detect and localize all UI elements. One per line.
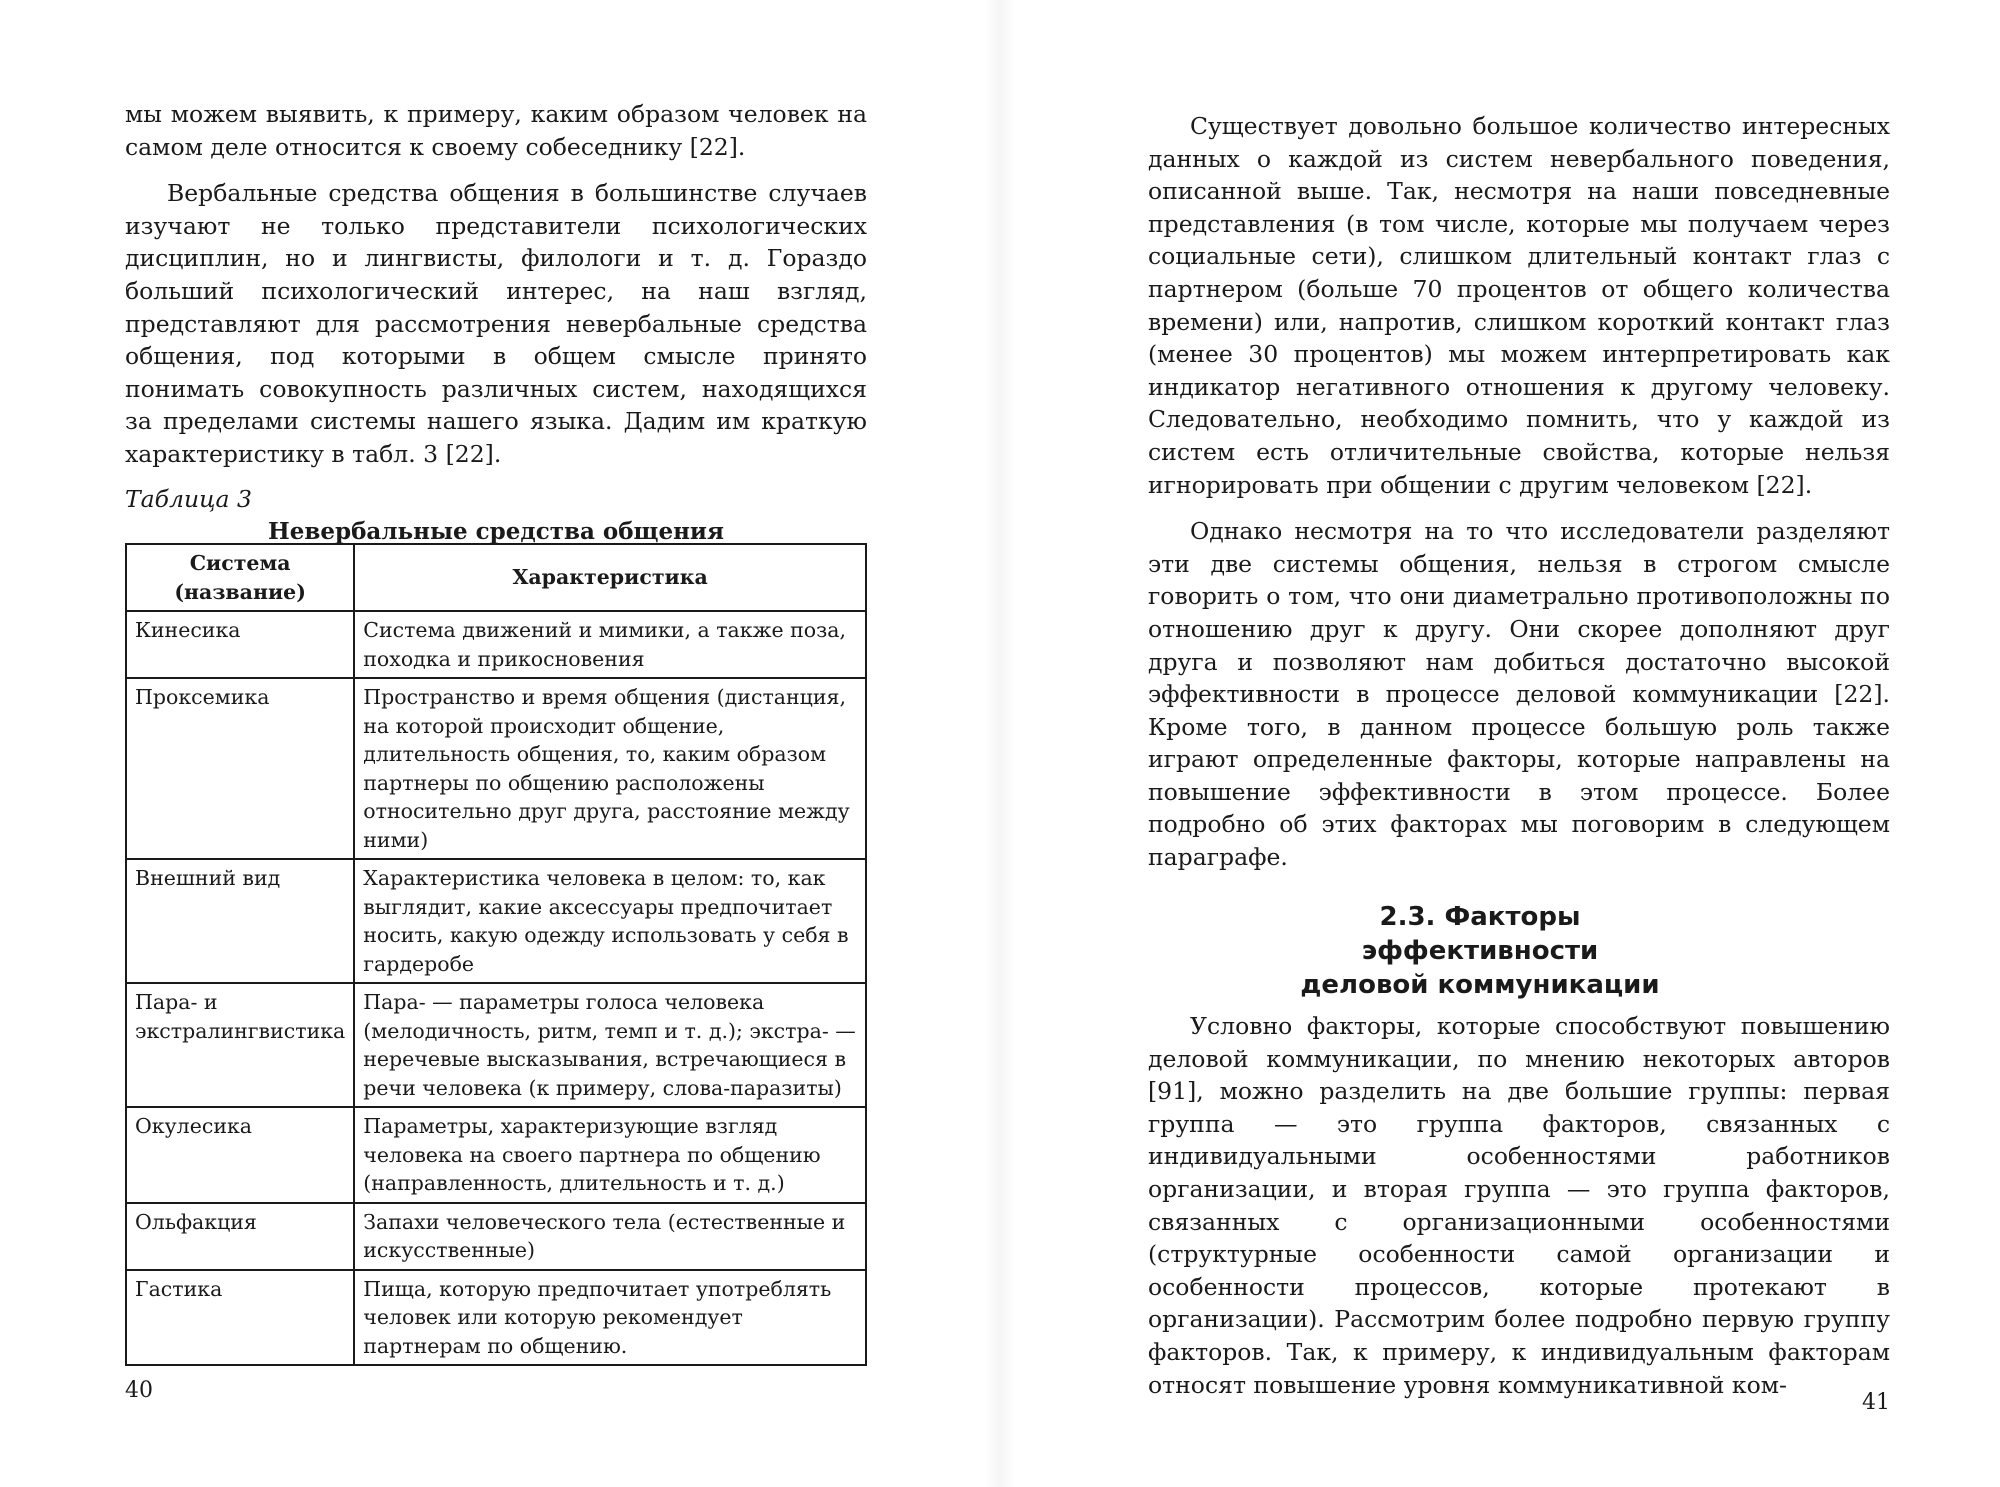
table-cell-system: Гастика	[126, 1270, 354, 1366]
table-row	[126, 1107, 866, 1203]
right-paragraph-2: Однако несмотря на то что исследователи разделяют эти две системы общения, нельзя в строгом смысле говорить о том, что они диаметрально противоположны по отношению друг к другу. Они скорее дополняют друг друга и позволяют нам добиться достаточно высокой эффективности в процессе деловой коммуникации [22]. Кроме того, в данном процессе большую роль также играют определенные факторы, которые направлены на повышение эффективности в этом процессе. Более подробно об этих факторах мы поговорим в следующем параграфе.	[1148, 517, 1890, 872]
table-cell-system: Окулесика	[126, 1107, 354, 1203]
table-row	[126, 678, 866, 859]
section-heading	[1270, 900, 1690, 1002]
table-cell-characteristic: Пространство и время общения (дистанция, на которой происходит общение, длительность общения, то, каким образом партнеры по общению расположены относительно друг друга, расстояние между ними)	[354, 678, 866, 859]
section-heading-line-1: 2.3. Факторы эффективности	[1361, 902, 1599, 966]
table-cell-system: Кинесика	[126, 611, 354, 678]
table-cell-characteristic: Пара- — параметры голоса человека (мелодичность, ритм, темп и т. д.); экстра- — неречевые высказывания, встречающиеся в речи человека (к примеру, слова-паразиты)	[354, 983, 866, 1107]
table-header-system: Система (название)	[126, 544, 354, 611]
table-row	[126, 1203, 866, 1270]
right-page-text-top	[1148, 110, 1890, 874]
table-header-row	[126, 544, 866, 611]
table-cell-characteristic: Система движений и мимики, а также поза, походка и прикосновения	[354, 611, 866, 678]
table-cell-characteristic: Запахи человеческого тела (естественные и искусственные)	[354, 1203, 866, 1270]
left-page-text	[125, 98, 867, 547]
right-paragraph-3: Условно факторы, которые способствуют повышению деловой коммуникации, по мнению некоторых авторов [91], можно разделить на две большие группы: первая группа — это группа факторов, связанных с индивидуальными особенностями работников организации, и вторая группа — это группа факторов, связанных с организационными особенностями (структурные особенности самой организации и особенности процессов, которые протекают в организации). Рассмотрим более подробно первую группу факторов. Так, к примеру, к индивидуальным факторам относят повышение уровня коммуникативной ком-	[1148, 1012, 1890, 1399]
table-cell-characteristic: Параметры, характеризующие взгляд человека на своего партнера по общению (направленность, длительность и т. д.)	[354, 1107, 866, 1203]
table-cell-characteristic: Пища, которую предпочитает употреблять человек или которую рекомендует партнерам по общению.	[354, 1270, 866, 1366]
table-row	[126, 611, 866, 678]
table-row	[126, 983, 866, 1107]
table-cell-characteristic: Характеристика человека в целом: то, как выглядит, какие аксессуары предпочитает носить, какую одежду использовать у себя в гардеробе	[354, 859, 866, 983]
left-page-number: 40	[125, 1378, 153, 1403]
table-row	[126, 1270, 866, 1366]
table-cell-system: Пара- и экстралингвистика	[126, 983, 354, 1107]
table-title: Невербальные средства общения	[268, 518, 724, 546]
right-page-number: 41	[1862, 1390, 1890, 1415]
table-header-characteristic: Характеристика	[354, 544, 866, 611]
section-heading-line-2: деловой коммуникации	[1300, 970, 1660, 1000]
left-paragraph-1: мы можем выявить, к примеру, каким образом человек на самом деле относится к своему собеседнику [22].	[125, 100, 867, 161]
table-cell-system: Ольфакция	[126, 1203, 354, 1270]
right-paragraph-1: Существует довольно большое количество интересных данных о каждой из систем невербального поведения, описанной выше. Так, несмотря на наши повседневные представления (в том числе, которые мы получаем через социальные сети), слишком длительный контакт глаз с партнером (больше 70 процентов от общего количества времени) или, напротив, слишком короткий контакт глаз (менее 30 процентов) мы можем интерпретировать как индикатор негативного отношения к другому человеку. Следовательно, необходимо помнить, что у каждой из систем есть отличительные свойства, которые нельзя игнорировать при общении с другим человеком [22].	[1148, 112, 1890, 499]
table-number: Таблица 3	[125, 484, 252, 513]
table-row	[126, 859, 866, 983]
table-cell-system: Внешний вид	[126, 859, 354, 983]
table-cell-system: Проксемика	[126, 678, 354, 859]
left-paragraph-2: Вербальные средства общения в большинстве случаев изучают не только представители психологических дисциплин, но и лингвисты, филологи и т. д. Гораздо больший психологический интерес, на наш взгляд, представляют для рассмотрения невербальные средства общения, под которыми в общем смысле принято понимать совокупность различных систем, находящихся за пределами системы нашего языка. Дадим им краткую характеристику в табл. 3 [22].	[125, 179, 867, 468]
nonverbal-means-table	[125, 543, 867, 1366]
right-page-text-bottom	[1148, 1010, 1890, 1401]
